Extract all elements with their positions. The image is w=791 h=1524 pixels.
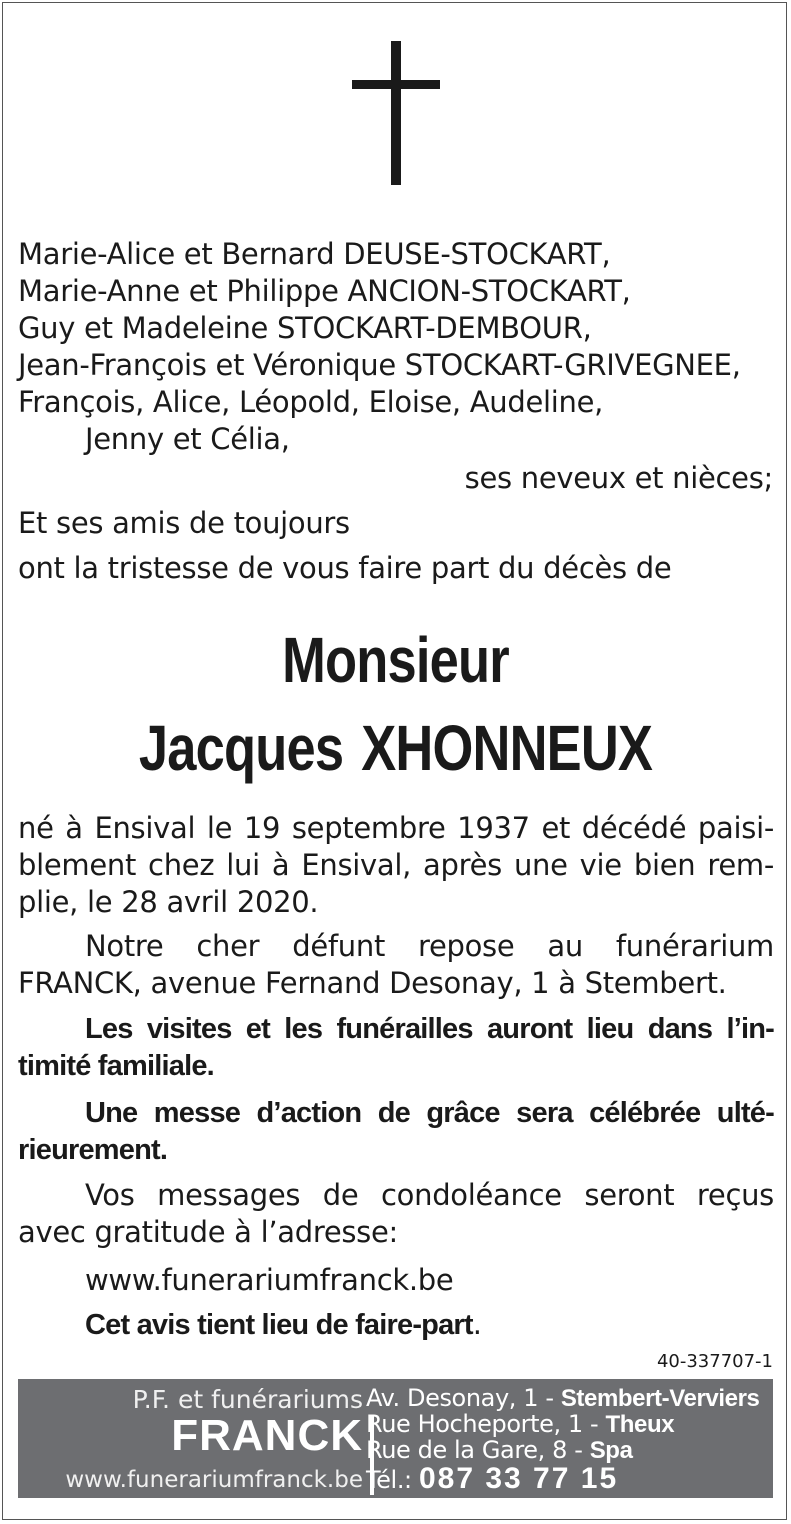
phone-label: Tél.: <box>366 1466 419 1494</box>
visits-paragraph <box>18 1011 774 1085</box>
visits-line-2: timité familiale. <box>18 1050 214 1082</box>
family-line-5: François, Alice, Léopold, Eloise, Audeline, <box>18 385 604 419</box>
footer-phone <box>366 1462 618 1496</box>
footer-pf-label: P.F. et funérariums <box>132 1385 363 1414</box>
footer-brand: FRANCK <box>171 1411 363 1460</box>
condolence-paragraph <box>18 1177 774 1251</box>
announcement-text: ont la tristesse de vous faire part du décès de <box>18 551 672 585</box>
birth-line-2: blement chez lui à Ensival, après une vie bien rem- <box>18 848 774 882</box>
repose-line-1: Notre cher défunt repose au funérarium <box>85 929 774 963</box>
relation-text: ses neveux et nièces; <box>464 461 773 495</box>
family-line-3: Guy et Madeleine STOCKART-DEMBOUR, <box>18 311 592 345</box>
condolence-line-2: avec gratitude à l’adresse: <box>18 1215 398 1249</box>
deceased-name <box>71 713 720 783</box>
birth-paragraph <box>18 810 774 921</box>
condolence-line-1: Vos messages de condoléance seront reçus <box>85 1178 774 1212</box>
address-2-city: Theux <box>605 1411 675 1438</box>
footer-website[interactable]: www.funerariumfranck.be <box>65 1467 363 1493</box>
reference-number: 40-337707-1 <box>656 1351 773 1372</box>
notice-line <box>85 1306 482 1344</box>
friends-text: Et ses amis de toujours <box>18 506 350 540</box>
mass-line-2: rieurement. <box>18 1134 168 1166</box>
visits-line-1: Les visites et les funérailles auront lieu dans l’in- <box>85 1013 774 1045</box>
repose-paragraph <box>18 928 774 1002</box>
footer-address-1 <box>366 1384 759 1413</box>
address-3-street: Rue de la Gare, 8 - <box>366 1436 590 1464</box>
website-link[interactable]: www.funerariumfranck.be <box>85 1263 454 1297</box>
mass-line-1: Une messe d’action de grâce sera célébrée ulté- <box>85 1097 774 1129</box>
address-2-street: Rue Hocheporte, 1 - <box>366 1410 606 1438</box>
deceased-last-name: XHONNEUX <box>361 712 653 784</box>
notice-period: . <box>472 1307 482 1341</box>
footer-address-3 <box>366 1436 633 1465</box>
family-line-4: Jean-François et Véronique STOCKART-GRIVEGNEE, <box>18 348 741 382</box>
footer-address-2 <box>366 1410 674 1439</box>
address-1-street: Av. Desonay, 1 - <box>366 1384 561 1412</box>
cross-icon <box>352 41 440 187</box>
funeral-home-banner <box>18 1379 773 1498</box>
birth-line-1: né à Ensival le 19 septembre 1937 et décédé paisi- <box>18 811 774 845</box>
family-line-6: Jenny et Célia, <box>85 422 290 456</box>
birth-line-3: plie, le 28 avril 2020. <box>18 885 319 919</box>
repose-line-2: FRANCK, avenue Fernand Desonay, 1 à Stembert. <box>18 966 727 1000</box>
family-line-1: Marie-Alice et Bernard DEUSE-STOCKART, <box>18 237 611 271</box>
phone-number[interactable]: 087 33 77 15 <box>418 1462 619 1495</box>
address-3-city: Spa <box>589 1437 633 1464</box>
mass-paragraph <box>18 1095 774 1169</box>
deceased-title: Monsieur <box>282 624 509 696</box>
notice-bold-text: Cet avis tient lieu de faire-part <box>85 1309 473 1341</box>
address-1-city: Stembert-Verviers <box>560 1385 760 1412</box>
family-line-2: Marie-Anne et Philippe ANCION-STOCKART, <box>18 274 631 308</box>
deceased-first-name: Jacques <box>138 712 344 784</box>
